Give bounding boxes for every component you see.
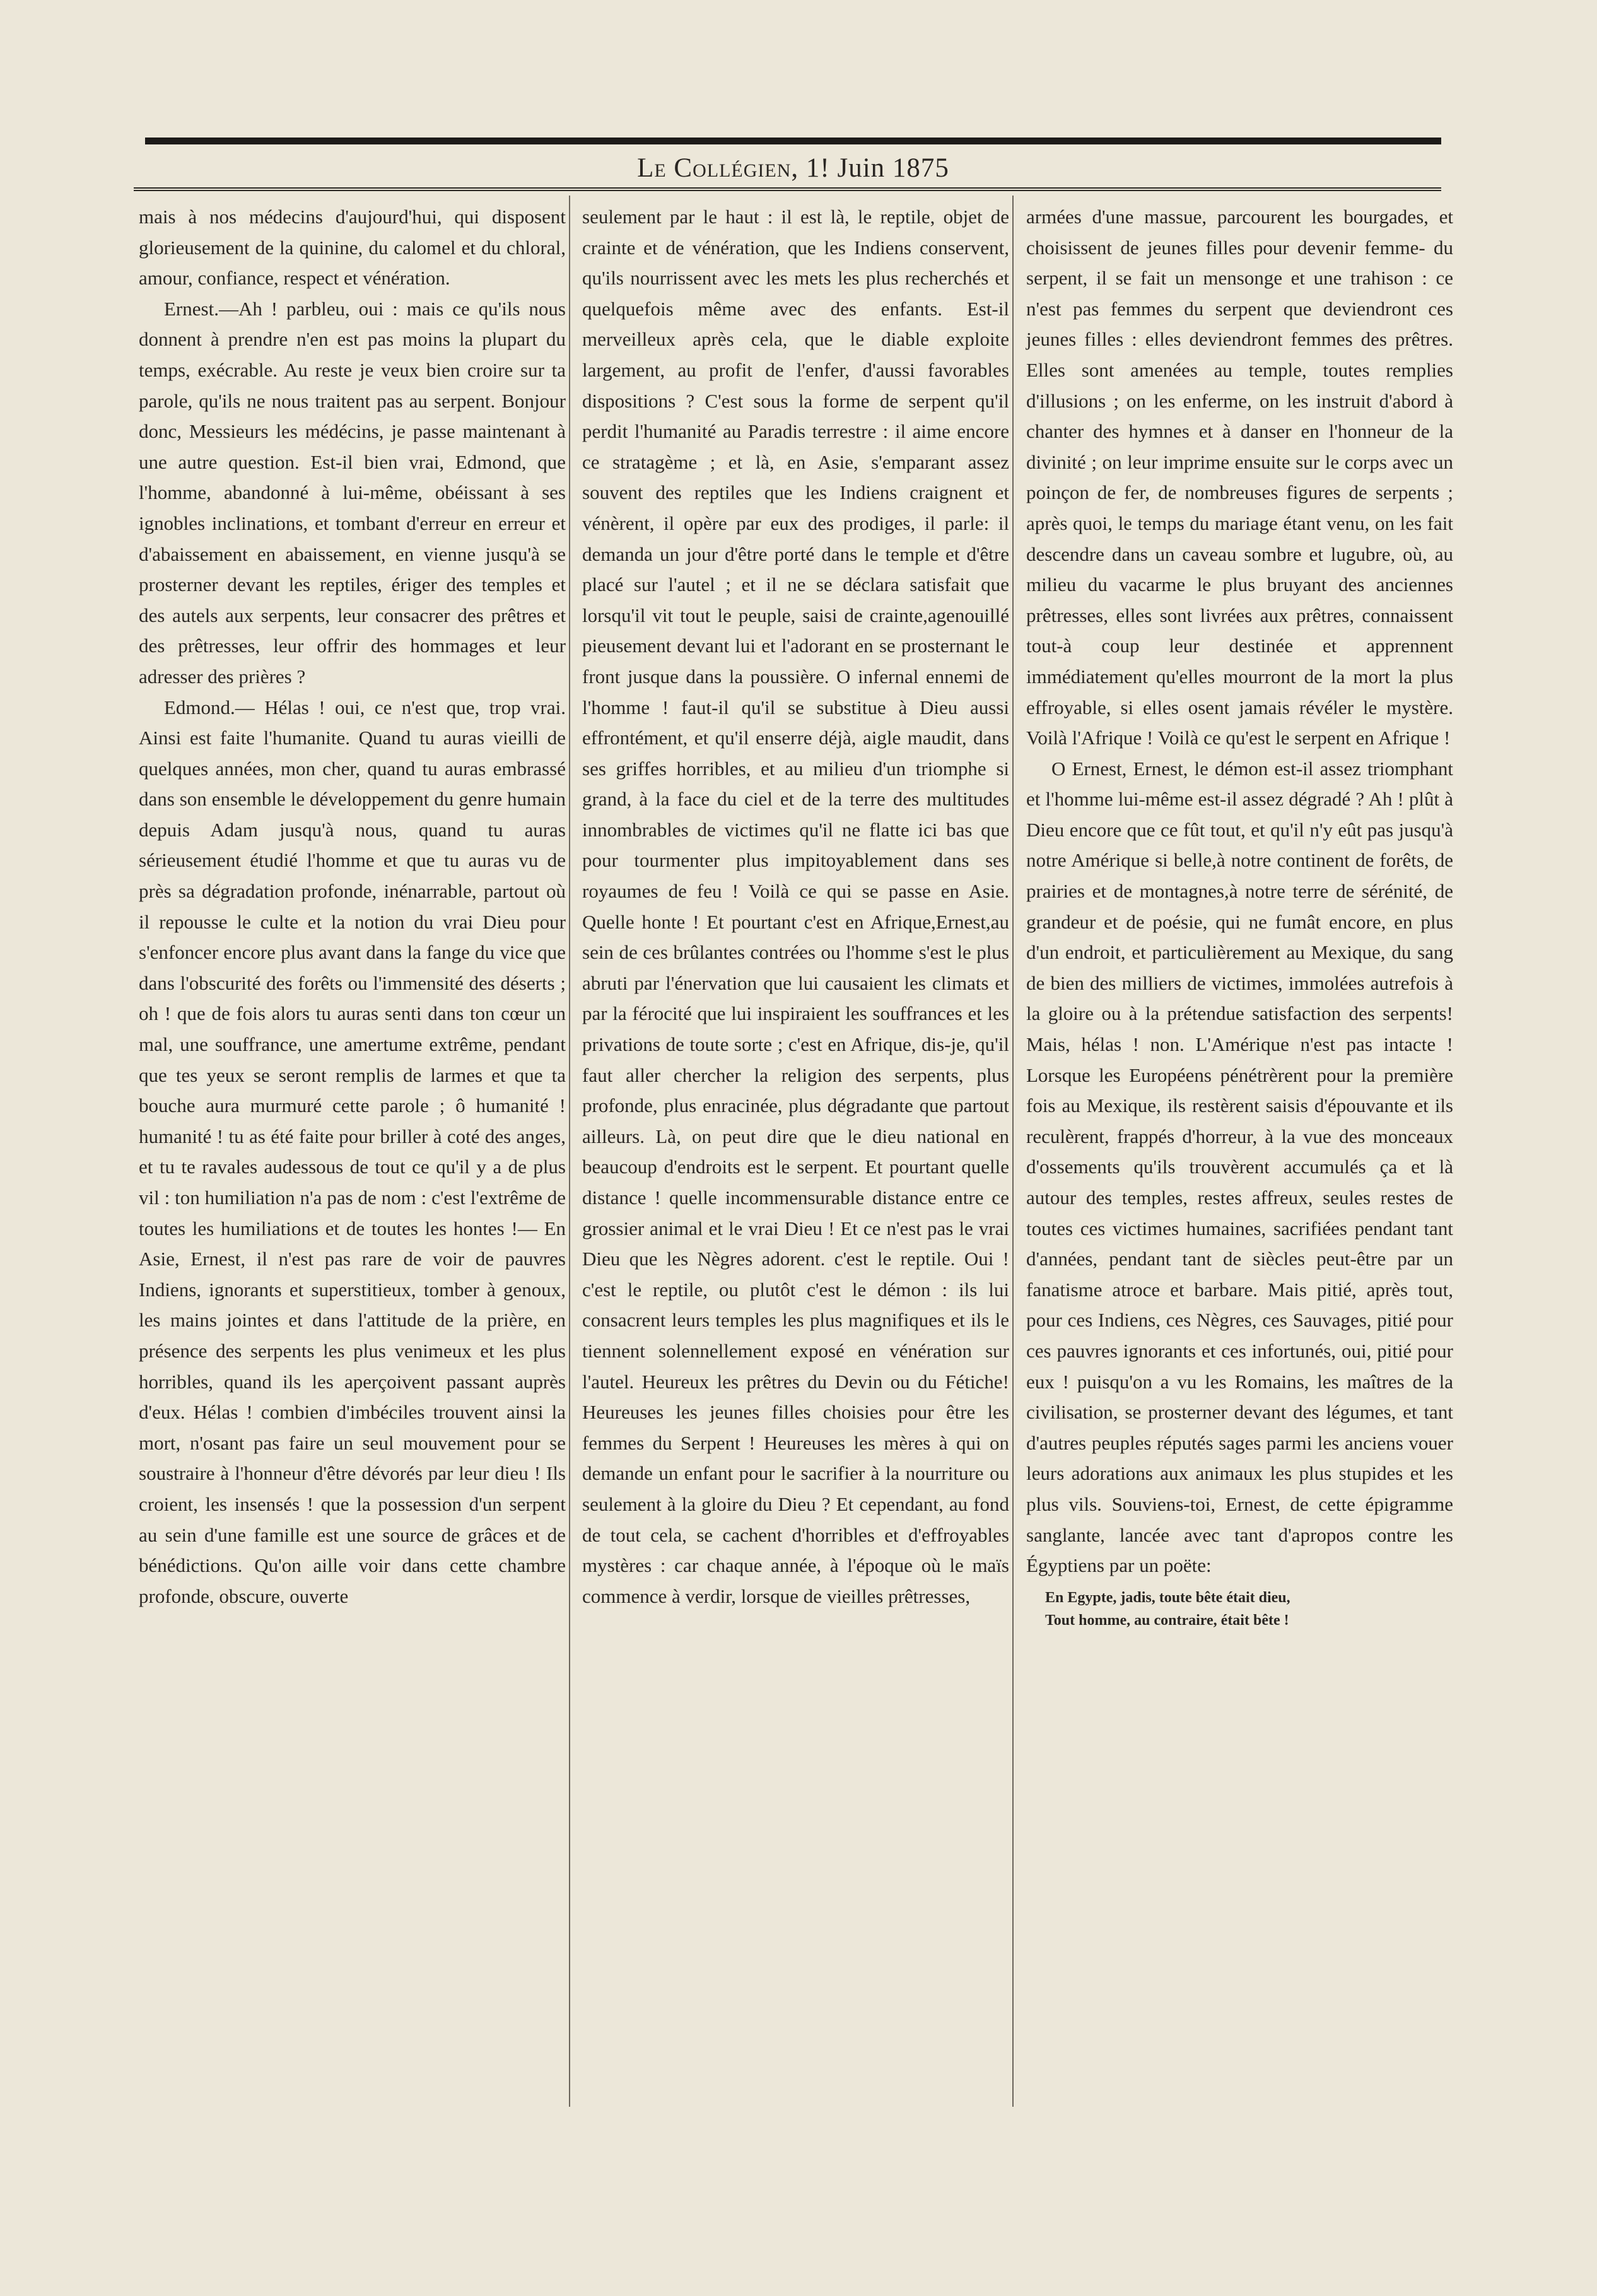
verse-line: Tout homme, au contraire, était bête ! [1045,1612,1289,1629]
text-column-2 [582,202,1009,1612]
issue-date: , 1! Juin 1875 [791,153,949,183]
page-header [145,149,1441,187]
column-divider [569,196,570,2107]
column-divider [1012,196,1014,2107]
paragraph: O Ernest, Ernest, le démon est-il assez triomphant et l'homme lui-même est-il assez dégradé ? Ah ! plût à Dieu encore que ce fût tout, et qu'il n'y eût pas jusqu'à notre Amérique si belle,à notre continent de forêts, de prairies et de montagnes,à notre terre de sérénité, de grandeur et de poésie, qui ne fumât encore, en plus d'un endroit, et particulièrement au Mexique, du sang de bien des milliers de victimes, immolées autrefois à la gloire ou à la prétendue satisfaction des serpents! Mais, hélas ! non. L'Amérique n'est pas intacte ! Lorsque les Européens pénétrèrent pour la première fois au Mexique, ils restèrent saisis d'épouvante et ils reculèrent, frappés d'horreur, à la vue des monceaux d'ossements qu'ils trouvèrent accumulés ça et là autour des temples, restes affreux, seules restes de toutes ces victimes humaines, sacrifiées pendant tant d'années, pendant tant de siècles peut-être par un fanatisme atroce et barbare. Mais pitié, après tout, pour ces Indiens, ces Nègres, ces Sauvages, pitié pour ces pauvres ignorants et ces infortunés, oui, pitié pour eux ! puisqu'on a vu les Romains, les maîtres de la civilisation, se prosterner devant des légumes, et tant d'autres peuples réputés sages parmi les anciens vouer leurs adorations aux animaux les plus stupides et les plus vils. Souviens-toi, Ernest, de cette épigramme sanglante, lancée avec tant d'apropos contre les Égyptiens par un poëte: [1026,757,1453,1577]
verse-line: En Egypte, jadis, toute bête était dieu, [1045,1589,1290,1606]
paragraph: seulement par le haut : il est là, le reptile, objet de crainte et de vénération, que les Indiens conservent, qu'ils nourrissent avec les mets les plus recherchés et quelquefois même avec des enfants. Est-il merveilleux après cela, que le diable exploite largement, au profit de l'enfer, d'aussi favorables dispositions ? C'est sous la forme de serpent qu'il perdit l'humanité au Paradis terrestre : il aime encore ce stratagème ; et là, en Asie, s'emparant assez souvent des reptiles que les Indiens craignent et vénèrent, il opère par eux des prodiges, il parle: il demanda un jour d'être porté dans le temple et d'être placé sur l'autel ; et il ne se déclara satisfait que lorsqu'il vit tout le peuple, saisi de crainte,agenouillé pieusement devant lui et l'adorant en se prosternant le front jusque dans la poussière. O infernal ennemi de l'homme ! faut-il qu'il se substitue à Dieu aussi effrontément, et qu'il enserre déjà, aigle maudit, dans ses griffes horribles, et au milieu d'un triomphe si grand, à la face du ciel et de la terre des multitudes innombrables de victimes qu'il ne flatte ici bas que pour tourmenter plus impitoyablement dans ses royaumes de feu ! Voilà ce qui se passe en Asie. Quelle honte ! Et pourtant c'est en Afrique,Ernest,au sein de ces brûlantes contrées ou l'homme s'est le plus abruti par l'énervation que lui causaient les climats et par la férocité que lui inspiraient les souffrances et les privations de toute sorte ; c'est en Afrique, dis-je, qu'il faut aller chercher la religion des serpents, plus profonde, plus enracinée, plus dégradante que partout ailleurs. Là, on peut dire que le dieu national en beaucoup d'endroits est le serpent. Et pourtant quelle distance ! quelle incommensurable distance entre ce grossier animal et le vrai Dieu ! Et ce n'est pas le vrai Dieu que les Nègres adorent. c'est le reptile. Oui ! c'est le reptile, ou plutôt c'est le démon : ils lui consacrent leurs temples les plus magnifiques et ils le tiennent solennellement exposé en vénération sur l'autel. Heureux les prêtres du Devin ou du Fétiche! Heureuses les jeunes filles choisies pour être les femmes du Serpent ! Heureuses les mères à qui on demande un enfant pour le sacrifier à la nourriture ou seulement à la gloire du Dieu ? Et cependant, au fond de tout cela, se cachent d'horribles et d'effroyables mystères : car chaque année, à l'époque où le maïs commence à verdir, lorsque de vieilles prêtresses, [582,206,1009,1607]
paragraph: Ernest.—Ah ! parbleu, oui : mais ce qu'ils nous donnent à prendre n'en est pas moins la plupart du temps, exécrable. Au reste je veux bien croire sur ta parole, qu'ils ne nous traitent pas au serpent. Bonjour donc, Messieurs les médécins, je passe maintenant à une autre question. Est-il bien vrai, Edmond, que l'homme, abandonné à lui-même, obéissant à ses ignobles inclinations, et tombant d'erreur en erreur et d'abaissement en abaissement, en vienne jusqu'à se prosterner devant les reptiles, ériger des temples et des autels aux serpents, leur consacrer des prêtres et des prêtresses, leur offrir des hommages et leur adresser des prières ? [139,297,566,688]
text-column-1 [139,202,566,1612]
header-top-rule [145,138,1441,144]
column-3-body [1026,202,1453,1581]
epigram-verse [1045,1586,1453,1632]
paragraph: armées d'une massue, parcourent les bourgades, et choisissent de jeunes filles pour devenir femme- du serpent, il se fait un mensonge et une trahison : ce n'est pas femmes du serpent que deviendront ces jeunes filles : elles deviendront femmes des prêtres. Elles sont amenées au temple, toutes remplies d'illusions ; on les enferme, on les instruit d'abord à chanter des hymnes et à danser en l'honneur de la divinité ; on leur imprime ensuite sur le corps avec un poinçon de fer, de nombreuses figures de serpents ; après quoi, le temps du mariage étant venu, on les fait descendre dans un caveau sombre et lugubre, où, au milieu du vacarme le plus bruyant des anciennes prêtresses, elles sont livrées aux prêtres, connaissent tout-à coup leur destinée et apprennent immédiatement qu'elles mourront de la mort la plus effroyable, si elles osent jamais révéler le mystère. Voilà l'Afrique ! Voilà ce qu'est le serpent en Afrique ! [1026,206,1453,749]
text-column-3 [1026,202,1453,1632]
publication-title: Le Collégien [637,153,792,183]
header-bottom-rule [134,187,1441,191]
paragraph: mais à nos médecins d'aujourd'hui, qui disposent glorieusement de la quinine, du calomel et du chloral, amour, confiance, respect et vénération. [139,206,566,290]
paragraph: Edmond.— Hélas ! oui, ce n'est que, trop vrai. Ainsi est faite l'humanite. Quand tu auras vieilli de quelques années, mon cher, quand tu auras embrassé dans son ensemble le développement du genre humain depuis Adam jusqu'à nous, quand tu auras sérieusement étudié l'homme et que tu auras vu de près sa dégradation profonde, inénarrable, partout où il repousse le culte et la notion du vrai Dieu pour s'enfoncer encore plus avant dans la fange du vice que dans l'obscurité des forêts ou l'immensité des déserts ; oh ! que de fois alors tu auras senti dans ton cœur un mal, une souffrance, une amertume extrême, pendant que tes yeux se seront remplis de larmes et que ta bouche aura murmuré cette parole ; ô humanité ! humanité ! tu as été faite pour briller à coté des anges, et tu te ravales audessous de tout ce qu'il y a de plus vil : ton humiliation n'a pas de nom : c'est l'extrême de toutes les humiliations et de toutes les hontes !— En Asie, Ernest, il n'est pas rare de voir de pauvres Indiens, ignorants et superstitieux, tomber à genoux, les mains jointes et dans l'attitude de la prière, en présence des serpents les plus venimeux et les plus horribles, quand ils les aperçoivent passant auprès d'eux. Hélas ! combien d'imbéciles trouvent ainsi la mort, n'osant pas faire un seul mouvement pour se soustraire à l'honneur d'être dévorés par leur dieu ! Ils croient, les insensés ! que la possession d'un serpent au sein d'une famille est une source de grâces et de bénédictions. Qu'on aille voir dans cette chambre profonde, obscure, ouverte [139,696,566,1607]
